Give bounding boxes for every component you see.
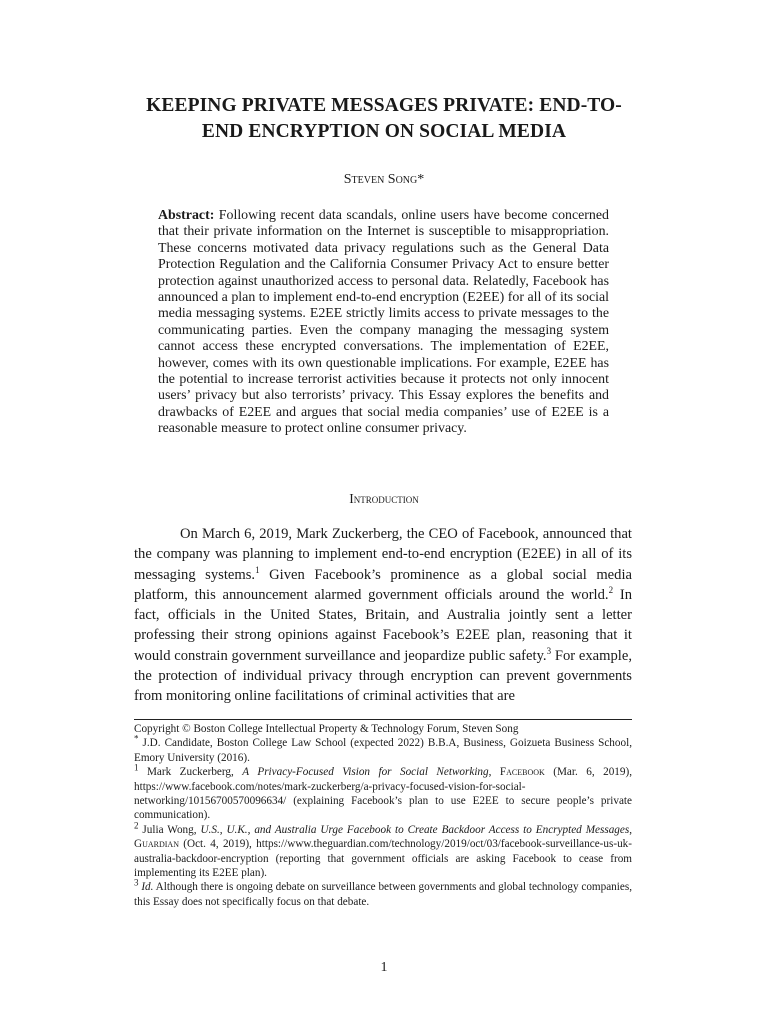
footnote-mark: * [134,733,139,744]
footnote-ref-3: 3 [546,645,552,656]
footnote-3 [134,877,633,909]
abstract-label: Abstract: [158,208,215,223]
footnote-source: Facebook [499,766,545,779]
body-paragraph [134,524,632,707]
footnote-1: $^1$ Mark Zuckerberg, A Privacy-Focused Vision for Social Networking, Facebook (Mar. 6, 2019), https://www.facebook.com/notes/mark-zuckerberg/a-privacy-focused-vision-for-social-networking/10156700570096634/ (explaining Facebook’s plan to use E2EE to secure people’s private communication). [134,762,632,822]
article-title: KEEPING PRIVATE MESSAGES PRIVATE: END-TO-END ENCRYPTION ON SOCIAL MEDIA [146,95,622,142]
footnote-source: Guardian [134,838,179,851]
body-text-2: Given Facebook’s prominence as a global social media platform, this announcement alarmed government officials around the world. [134,566,632,603]
footnote-mark: 3 [134,877,139,888]
footnote-title: A Privacy-Focused Vision for Social Networking [242,766,489,779]
footnote-id: Id. [141,881,154,894]
section-heading: Introduction [349,491,419,506]
body-text-3: In fact, officials in the United States, Britain, and Australia jointly sent a letter professing their strong opinions against Facebook’s E2EE plan, reasoning that it would constrain government surveillance and jeopardize public safety. [134,586,632,664]
body-text-4: For example, the protection of individual privacy through encryption can prevent governments from monitoring online facilitations of criminal activities that are [134,647,632,705]
abstract-text: Following recent data scandals, online users have become concerned that their private information on the Internet is susceptible to misappropriation. These concerns motivated data privacy regulations such as the General Data Protection Regulation and the California Consumer Privacy Act to ensure better protection against unauthorized access to personal data. Relatedly, Facebook has announced a plan to implement end-to-end encryption (E2EE) for all of its social media messaging systems. E2EE strictly limits access to private messages to the communicating parties. Even the company managing the messaging system cannot access these encrypted conversations. The implementation of E2EE, however, comes with its own questionable implications. For example, E2EE has the potential to increase terrorist activities because it protects not only innocent users’ privacy but also terrorists’ privacy. This Essay explores the benefits and drawbacks of E2EE and argues that social media companies’ use of E2EE is a reasonable measure to protect online consumer privacy. [158,208,609,437]
footnote-star [134,733,632,765]
footnote-ref-1: 1 [255,564,260,575]
footnote-text: (Oct. 4, 2019), https://www.theguardian.com/technology/2019/oct/03/facebook-surveillance-us-uk-australia-backdoor-encryption (reporting that government officials are asking Facebook to cease from implementing its E2EE plan). [134,838,632,880]
footnote-text: J.D. Candidate, Boston College Law School (expected 2022) B.B.A, Business, Goizueta Business School, Emory University (2016). [134,737,632,764]
footnote-title: U.S., U.K., and Australia Urge Facebook to Create Backdoor Access to Encrypted Messages [200,823,630,836]
footnote-author: Mark Zuckerberg, [138,766,243,779]
page-number: 1 [380,960,388,975]
footnotes [134,722,632,909]
footnote-text: Although there is ongoing debate on surveillance between governments and global technology companies, this Essay does not specifically focus on that debate. [134,881,633,908]
footnote-ref-2: 2 [608,585,614,596]
footnote-text: (Mar. 6, 2019), https://www.facebook.com/notes/mark-zuckerberg/a-privacy-focused-vision-for-social-networking/10156700570096634/ (explaining Facebook’s plan to use E2EE to secure people’s private communication). [134,766,632,822]
footnote-author: Julia Wong, [138,823,201,836]
footnote-mark: 2 [134,820,139,831]
author-name: Steven Song* [343,172,425,187]
footnote-divider [134,719,632,720]
footnote-2: $^2$ Julia Wong, U.S., U.K., and Australia Urge Facebook to Create Backdoor Access to Encrypted Messages, Guardian (Oct. 4, 2019), https://www.theguardian.com/technology/2019/oct/03/facebook-surveillance-us-uk-australia-backdoor-encryption (reporting that government officials are asking Facebook to cease from implementing its E2EE plan). [134,820,632,880]
body-text-1: On March 6, 2019, Mark Zuckerberg, the CEO of Facebook, announced that the company was planning to implement end-to-end encryption (E2EE) in all of its messaging systems. [134,526,632,583]
footnote-mark: 1 [134,762,139,773]
abstract [158,208,609,438]
copyright-notice: Copyright © Boston College Intellectual Property & Technology Forum, Steven Song [134,723,519,735]
